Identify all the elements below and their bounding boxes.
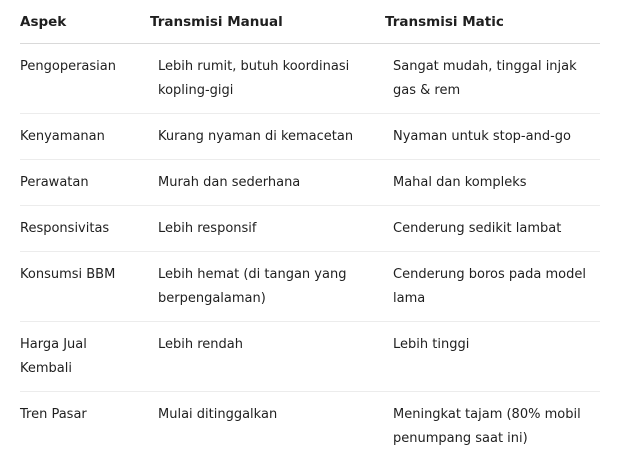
- table-row: [20, 392, 600, 461]
- header-aspek: Aspek: [20, 0, 150, 44]
- row-matic: Cenderung sedikit lambat: [385, 206, 600, 252]
- header-transmisi-matic: Transmisi Matic: [385, 0, 600, 44]
- row-matic: Mahal dan kompleks: [385, 160, 600, 206]
- table-row: [20, 114, 600, 160]
- row-manual: Mulai ditinggalkan: [150, 392, 385, 461]
- table-row: [20, 44, 600, 114]
- table-body: [20, 44, 600, 461]
- row-matic: Nyaman untuk stop-and-go: [385, 114, 600, 160]
- row-manual: Lebih rendah: [150, 322, 385, 392]
- comparison-table-container: [20, 0, 600, 461]
- row-aspect: Tren Pasar: [20, 392, 150, 461]
- row-aspect: Responsivitas: [20, 206, 150, 252]
- row-matic: Lebih tinggi: [385, 322, 600, 392]
- row-manual: Lebih responsif: [150, 206, 385, 252]
- row-manual: Lebih hemat (di tangan yang berpengalaman): [150, 252, 385, 322]
- row-manual: Lebih rumit, butuh koordinasi kopling-gigi: [150, 44, 385, 114]
- table-row: [20, 160, 600, 206]
- row-matic: Meningkat tajam (80% mobil penumpang saat ini): [385, 392, 600, 461]
- header-row: [20, 0, 600, 44]
- table-header: [20, 0, 600, 44]
- row-aspect: Kenyamanan: [20, 114, 150, 160]
- row-aspect: Harga Jual Kembali: [20, 322, 150, 392]
- header-transmisi-manual: Transmisi Manual: [150, 0, 385, 44]
- row-aspect: Perawatan: [20, 160, 150, 206]
- table-row: [20, 322, 600, 392]
- row-matic: Cenderung boros pada model lama: [385, 252, 600, 322]
- row-aspect: Pengoperasian: [20, 44, 150, 114]
- row-manual: Kurang nyaman di kemacetan: [150, 114, 385, 160]
- row-manual: Murah dan sederhana: [150, 160, 385, 206]
- table-row: [20, 206, 600, 252]
- row-matic: Sangat mudah, tinggal injak gas & rem: [385, 44, 600, 114]
- row-aspect: Konsumsi BBM: [20, 252, 150, 322]
- comparison-table: [20, 0, 600, 461]
- table-row: [20, 252, 600, 322]
